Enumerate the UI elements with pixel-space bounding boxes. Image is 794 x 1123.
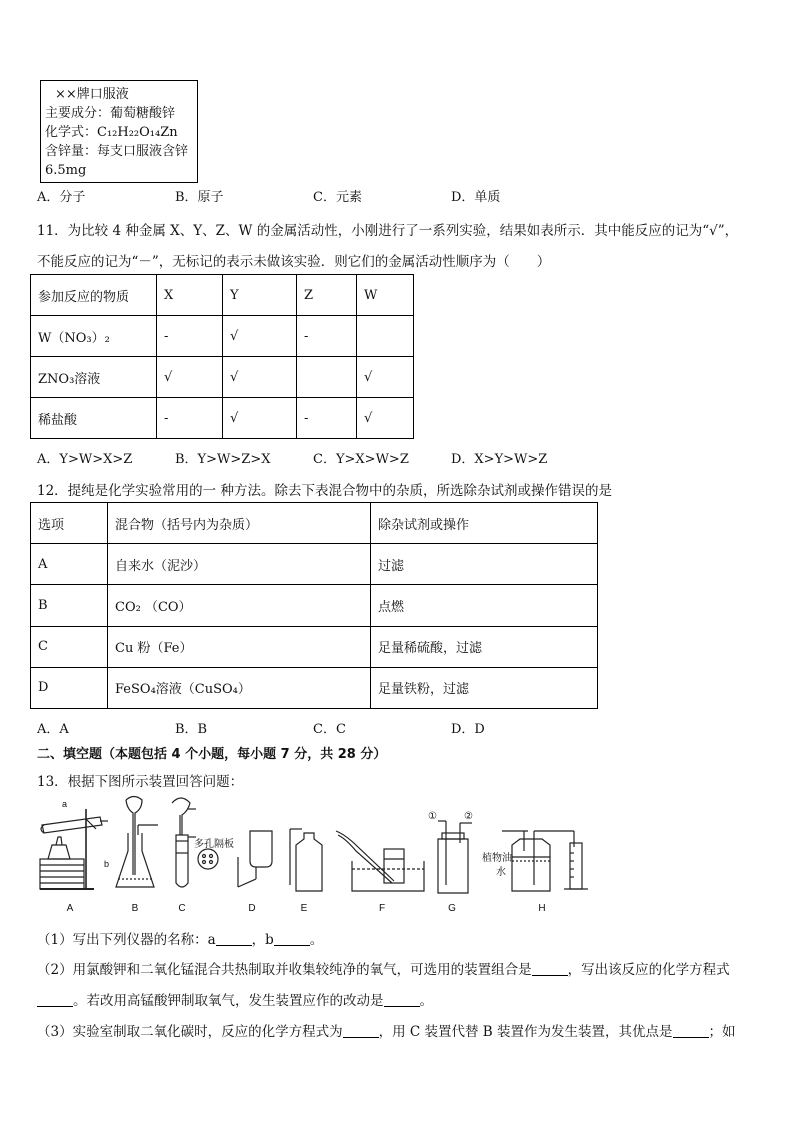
figure-label-port-1: ① — [428, 811, 437, 822]
section-heading: 二、填空题（本题包括 4 个小题，每小题 7 分，共 28 分） — [37, 747, 387, 762]
q10-option-a[interactable]: A．分子 — [37, 190, 86, 205]
table-header-cell: Y — [223, 275, 297, 316]
table-cell: A — [31, 544, 108, 585]
figure-label-port-2: ② — [464, 811, 473, 822]
q13-part2-line1: （2）用氯酸钾和二氧化锰混合共热制取并收集较纯净的氧气，可选用的装置组合是 ，写出该反应的化学方程式 — [37, 962, 730, 978]
table-cell: 足量铁粉，过滤 — [371, 667, 598, 708]
table-row — [31, 667, 598, 708]
answer-blank[interactable] — [673, 1036, 709, 1038]
q10-option-d[interactable]: D．单质 — [451, 190, 501, 205]
apparatus-figure — [34, 795, 594, 915]
table-cell: - — [157, 316, 223, 357]
table-row — [31, 544, 598, 585]
table-cell: √ — [223, 398, 297, 439]
table-cell: 过滤 — [371, 544, 598, 585]
q11-stem-line1: 11．为比较 4 种金属 X、Y、Z、W 的金属活动性，小刚进行了一系列实验，结果如表所示．其中能反应的记为“√”， — [37, 223, 739, 239]
figure-label-water: 水 — [496, 867, 506, 878]
answer-blank[interactable] — [216, 944, 252, 946]
label-zinc-amount: 6.5mg — [45, 163, 87, 178]
apparatus-f — [336, 831, 424, 891]
answer-blank[interactable] — [343, 1036, 379, 1038]
q12-option-d[interactable]: D．D — [451, 722, 485, 737]
table-cell: ZNO₃溶液 — [31, 357, 157, 398]
table-header-cell: W — [357, 275, 414, 316]
device-label-g: G — [448, 903, 456, 914]
device-label-c: C — [178, 903, 186, 914]
q11-option-b[interactable]: B．Y>W>Z>X — [175, 452, 271, 467]
table-cell: C — [31, 626, 108, 667]
table-cell: √ — [357, 357, 414, 398]
q10-options — [37, 186, 589, 205]
answer-blank[interactable] — [274, 944, 310, 946]
device-label-f: F — [378, 903, 386, 914]
apparatus-g — [438, 821, 472, 893]
figure-label-oil: 植物油 — [482, 853, 512, 864]
table-cell: FeSO₄溶液（CuSO₄） — [108, 667, 371, 708]
table-header-cell: Z — [297, 275, 357, 316]
apparatus-e — [290, 829, 322, 891]
table-cell: W（NO₃）₂ — [31, 316, 157, 357]
label-ingredient: 主要成分：葡萄糖酸锌 — [45, 106, 176, 121]
q11-options — [37, 448, 589, 467]
table-header-cell: 混合物（括号内为杂质） — [108, 503, 371, 544]
table-cell: 自来水（泥沙） — [108, 544, 371, 585]
answer-blank[interactable] — [384, 1005, 420, 1007]
apparatus-a — [40, 809, 108, 889]
q12-stem: 12．提纯是化学实验常用的一 种方法。除去下表混合物中的杂质，所选除杂试剂或操作错误的是 — [37, 483, 612, 499]
q11-option-c[interactable]: C．Y>X>W>Z — [313, 452, 409, 467]
device-label-a: A — [66, 903, 74, 914]
table-cell: B — [31, 585, 108, 626]
table-cell: √ — [157, 357, 223, 398]
q13-part1: （1）写出下列仪器的名称：a ，b 。 — [37, 932, 324, 948]
device-label-e: E — [300, 903, 308, 914]
apparatus-d — [238, 831, 272, 887]
table-cell: √ — [357, 398, 414, 439]
label-zinc-content: 含锌量：每支口服液含锌 — [45, 144, 189, 159]
table-row — [31, 398, 414, 439]
table-header-cell: 参加反应的物质 — [31, 275, 157, 316]
device-label-h: H — [538, 903, 546, 914]
label-formula: C₁₂H₂₂O₁₄Zn — [97, 125, 178, 140]
table-header-row — [31, 503, 598, 544]
q12-option-b[interactable]: B．B — [175, 722, 208, 737]
q11-stem-line2: 不能反应的记为“－”，无标记的表示未做该实验．则它们的金属活动性顺序为（ ） — [37, 254, 551, 270]
table-row — [31, 626, 598, 667]
q10-option-b[interactable]: B．原子 — [175, 190, 224, 205]
q12-option-a[interactable]: A．A — [37, 722, 69, 737]
answer-blank[interactable] — [532, 974, 568, 976]
table-cell: √ — [223, 316, 297, 357]
table-header-cell: 除杂试剂或操作 — [371, 503, 598, 544]
q12-options — [37, 718, 589, 737]
q10-option-c[interactable]: C．元素 — [313, 190, 362, 205]
table-cell: 稀盐酸 — [31, 398, 157, 439]
table-header-row — [31, 275, 414, 316]
q13-part3: （3）实验室制取二氧化碳时，反应的化学方程式为 ，用 C 装置代替 B 装置作为发生装置，其优点是 ；如 — [37, 1024, 736, 1040]
figure-label-porous-plate: 多孔隔板 — [194, 839, 234, 850]
device-label-b: B — [131, 903, 139, 914]
q12-table — [30, 502, 598, 709]
answer-blank[interactable] — [37, 1005, 73, 1007]
device-label-d: D — [248, 903, 256, 914]
q13-part2-line2: 。若改用高锰酸钾制取氧气，发生装置应作的改动是 。 — [37, 989, 433, 1009]
table-cell: 点燃 — [371, 585, 598, 626]
table-cell: - — [157, 398, 223, 439]
table-cell: Cu 粉（Fe） — [108, 626, 371, 667]
table-row — [31, 585, 598, 626]
table-header-cell: X — [157, 275, 223, 316]
product-label-box — [40, 80, 198, 183]
label-formula-line: 化学式：C₁₂H₂₂O₁₄Zn — [45, 125, 178, 140]
table-cell: 足量稀硫酸，过滤 — [371, 626, 598, 667]
figure-label-b: b — [104, 859, 110, 869]
table-cell: - — [297, 316, 357, 357]
table-row — [31, 357, 414, 398]
table-cell: √ — [223, 357, 297, 398]
q11-option-a[interactable]: A．Y>W>X>Z — [37, 452, 133, 467]
table-header-cell: 选项 — [31, 503, 108, 544]
table-cell: D — [31, 667, 108, 708]
label-title: ××牌口服液 — [55, 87, 129, 102]
apparatus-b — [116, 797, 158, 888]
table-cell: CO₂ （CO） — [108, 585, 371, 626]
apparatus-h — [502, 831, 588, 891]
q11-table — [30, 274, 414, 439]
table-cell — [357, 316, 414, 357]
q11-option-d[interactable]: D．X>Y>W>Z — [451, 452, 548, 467]
table-row — [31, 316, 414, 357]
q12-option-c[interactable]: C．C — [313, 722, 346, 737]
table-cell: - — [297, 398, 357, 439]
q13-stem: 13．根据下图所示装置回答问题： — [37, 774, 244, 790]
figure-label-a: a — [62, 799, 68, 809]
table-cell — [297, 357, 357, 398]
